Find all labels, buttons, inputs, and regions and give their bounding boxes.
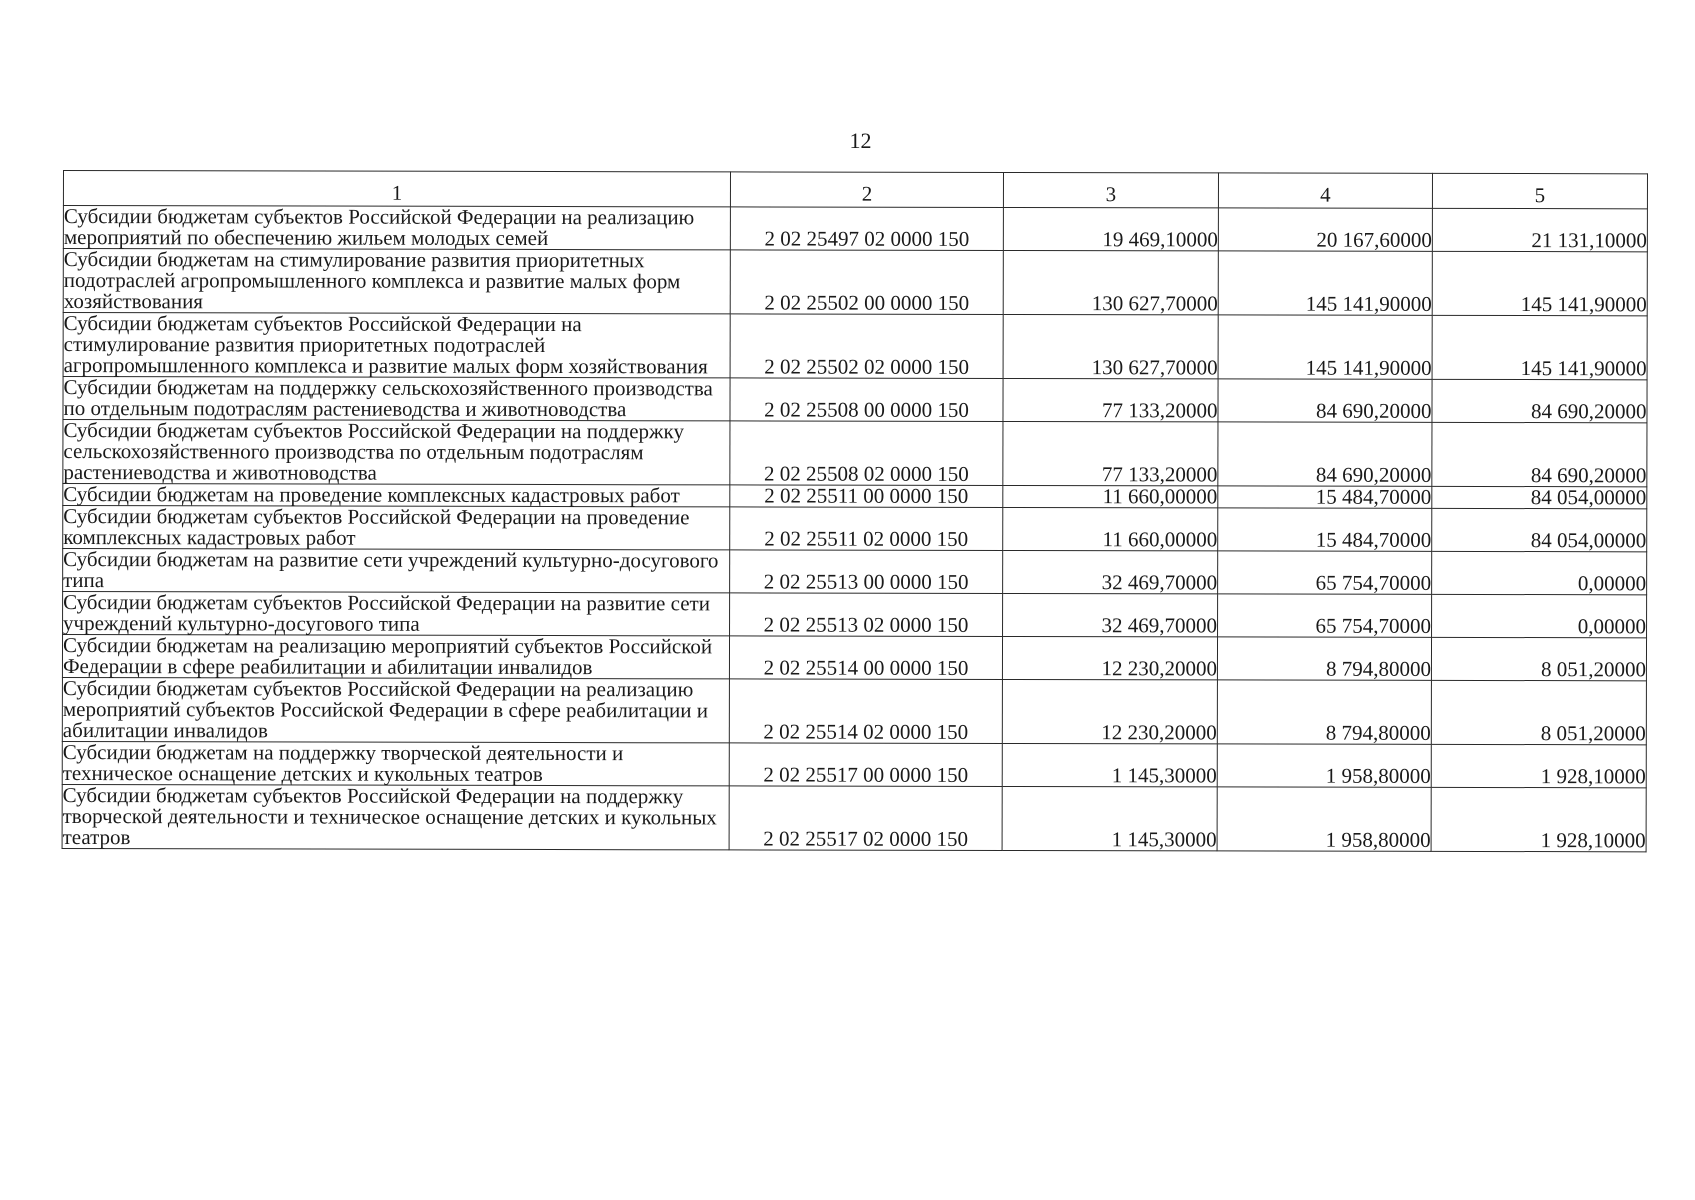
subsidy-name-cell: Субсидии бюджетам субъектов Российской Федерации на реализацию мероприятий субъектов Российской Федерации в сфере реабилитации и абилитации инвалидов xyxy=(62,677,729,742)
amount-col4-cell: 20 167,60000 xyxy=(1218,208,1432,251)
subsidy-name-cell: Субсидии бюджетам на развитие сети учреждений культурно-досугового типа xyxy=(63,549,730,593)
subsidy-name-cell: Субсидии бюджетам субъектов Российской Федерации на проведение комплексных кадастровых работ xyxy=(63,506,730,550)
subsidy-name-cell: Субсидии бюджетам субъектов Российской Федерации на развитие сети учреждений культурно-досугового типа xyxy=(63,592,730,636)
column-header: 3 xyxy=(1003,172,1218,207)
budget-code-cell: 2 02 25514 00 0000 150 xyxy=(729,636,1002,680)
amount-col4-cell: 65 754,70000 xyxy=(1218,551,1432,594)
page-number: 12 xyxy=(849,128,872,153)
budget-code-cell: 2 02 25513 02 0000 150 xyxy=(730,593,1003,637)
amount-col5-cell: 8 051,20000 xyxy=(1431,637,1646,680)
amount-col3-cell: 1 145,30000 xyxy=(1002,743,1217,786)
table-row xyxy=(63,506,1647,552)
amount-col4-cell: 84 690,20000 xyxy=(1218,379,1432,422)
table-row xyxy=(62,677,1646,744)
amount-col4-cell: 8 794,80000 xyxy=(1217,637,1431,680)
column-header: 5 xyxy=(1432,173,1647,208)
amount-col5-cell: 84 690,20000 xyxy=(1432,422,1647,486)
amount-col3-cell: 77 133,20000 xyxy=(1003,421,1218,485)
budget-code-cell: 2 02 25508 02 0000 150 xyxy=(730,421,1003,486)
budget-table xyxy=(62,170,1648,852)
amount-col3-cell: 12 230,20000 xyxy=(1002,636,1217,679)
amount-col3-cell: 11 660,00000 xyxy=(1003,507,1218,550)
budget-code-cell: 2 02 25517 02 0000 150 xyxy=(729,786,1002,851)
table-row xyxy=(62,741,1646,787)
amount-col3-cell: 12 230,20000 xyxy=(1002,679,1217,743)
amount-col3-cell: 130 627,70000 xyxy=(1003,314,1218,378)
amount-col3-cell: 32 469,70000 xyxy=(1003,593,1218,636)
amount-col5-cell: 84 054,00000 xyxy=(1432,508,1647,551)
budget-code-cell: 2 02 25517 00 0000 150 xyxy=(729,743,1002,787)
subsidy-name-cell: Субсидии бюджетам субъектов Российской Федерации на поддержку сельскохозяйственного производства по отдельным подотраслям растениеводства и животноводства xyxy=(63,420,730,485)
amount-col4-cell: 1 958,80000 xyxy=(1217,787,1431,851)
amount-col4-cell: 15 484,70000 xyxy=(1218,508,1432,551)
amount-col5-cell: 8 051,20000 xyxy=(1431,680,1646,744)
table-row xyxy=(63,592,1647,638)
subsidy-name-cell: Субсидии бюджетам на проведение комплексных кадастровых работ xyxy=(63,484,730,507)
document-sheet xyxy=(62,170,1647,852)
budget-code-cell: 2 02 25511 02 0000 150 xyxy=(730,507,1003,551)
amount-col3-cell: 19 469,10000 xyxy=(1003,207,1218,250)
amount-col4-cell: 15 484,70000 xyxy=(1218,486,1432,508)
subsidy-name-cell: Субсидии бюджетам субъектов Российской Федерации на реализацию мероприятий по обеспечению жильем молодых семей xyxy=(63,206,730,250)
budget-code-cell: 2 02 25511 00 0000 150 xyxy=(730,485,1003,508)
amount-col5-cell: 1 928,10000 xyxy=(1431,744,1646,787)
budget-code-cell: 2 02 25514 02 0000 150 xyxy=(729,679,1002,744)
amount-col4-cell: 84 690,20000 xyxy=(1218,422,1432,486)
amount-col5-cell: 0,00000 xyxy=(1432,594,1647,637)
column-header: 4 xyxy=(1218,173,1432,208)
amount-col3-cell: 11 660,00000 xyxy=(1003,485,1218,507)
table-row xyxy=(63,377,1647,423)
budget-code-cell: 2 02 25508 00 0000 150 xyxy=(730,378,1003,422)
table-row xyxy=(63,249,1647,316)
amount-col5-cell: 0,00000 xyxy=(1432,551,1647,594)
subsidy-name-cell: Субсидии бюджетам субъектов Российской Федерации на стимулирование развития приоритетных подотраслей агропромышленного комплекса и развитие малых форм хозяйствования xyxy=(63,313,730,378)
subsidy-name-cell: Субсидии бюджетам на поддержку сельскохозяйственного производства по отдельным подотраслям растениеводства и животноводства xyxy=(63,377,730,421)
table-row xyxy=(63,420,1647,487)
table-row xyxy=(62,784,1646,851)
amount-col3-cell: 1 145,30000 xyxy=(1002,786,1217,850)
budget-code-cell: 2 02 25513 00 0000 150 xyxy=(730,550,1003,594)
table-row xyxy=(63,206,1647,252)
budget-code-cell: 2 02 25502 02 0000 150 xyxy=(730,314,1003,379)
subsidy-name-cell: Субсидии бюджетам на поддержку творческой деятельности и техническое оснащение детских и кукольных театров xyxy=(62,741,729,785)
table-header-row xyxy=(63,171,1647,209)
subsidy-name-cell: Субсидии бюджетам на стимулирование развития приоритетных подотраслей агропромышленного комплекса и развитие малых форм хозяйствования xyxy=(63,249,730,314)
subsidy-name-cell: Субсидии бюджетам на реализацию мероприятий субъектов Российской Федерации в сфере реабилитации и абилитации инвалидов xyxy=(62,635,729,679)
table-row xyxy=(62,635,1646,681)
column-header: 2 xyxy=(730,172,1003,208)
amount-col3-cell: 32 469,70000 xyxy=(1003,550,1218,593)
amount-col5-cell: 1 928,10000 xyxy=(1431,787,1646,851)
amount-col5-cell: 84 690,20000 xyxy=(1432,379,1647,422)
subsidy-name-cell: Субсидии бюджетам субъектов Российской Федерации на поддержку творческой деятельности и техническое оснащение детских и кукольных театров xyxy=(62,784,729,849)
amount-col4-cell: 8 794,80000 xyxy=(1217,680,1431,744)
amount-col4-cell: 145 141,90000 xyxy=(1218,315,1432,379)
amount-col4-cell: 1 958,80000 xyxy=(1217,744,1431,787)
amount-col4-cell: 65 754,70000 xyxy=(1218,594,1432,637)
budget-code-cell: 2 02 25502 00 0000 150 xyxy=(730,250,1003,315)
table-row xyxy=(63,313,1647,380)
amount-col3-cell: 77 133,20000 xyxy=(1003,378,1218,421)
column-header: 1 xyxy=(63,171,730,207)
amount-col5-cell: 84 054,00000 xyxy=(1432,486,1647,508)
amount-col4-cell: 145 141,90000 xyxy=(1218,251,1432,315)
table-row xyxy=(63,549,1647,595)
amount-col5-cell: 145 141,90000 xyxy=(1432,315,1647,379)
amount-col5-cell: 21 131,10000 xyxy=(1432,208,1647,251)
amount-col5-cell: 145 141,90000 xyxy=(1432,251,1647,315)
amount-col3-cell: 130 627,70000 xyxy=(1003,250,1218,314)
budget-code-cell: 2 02 25497 02 0000 150 xyxy=(730,207,1003,251)
